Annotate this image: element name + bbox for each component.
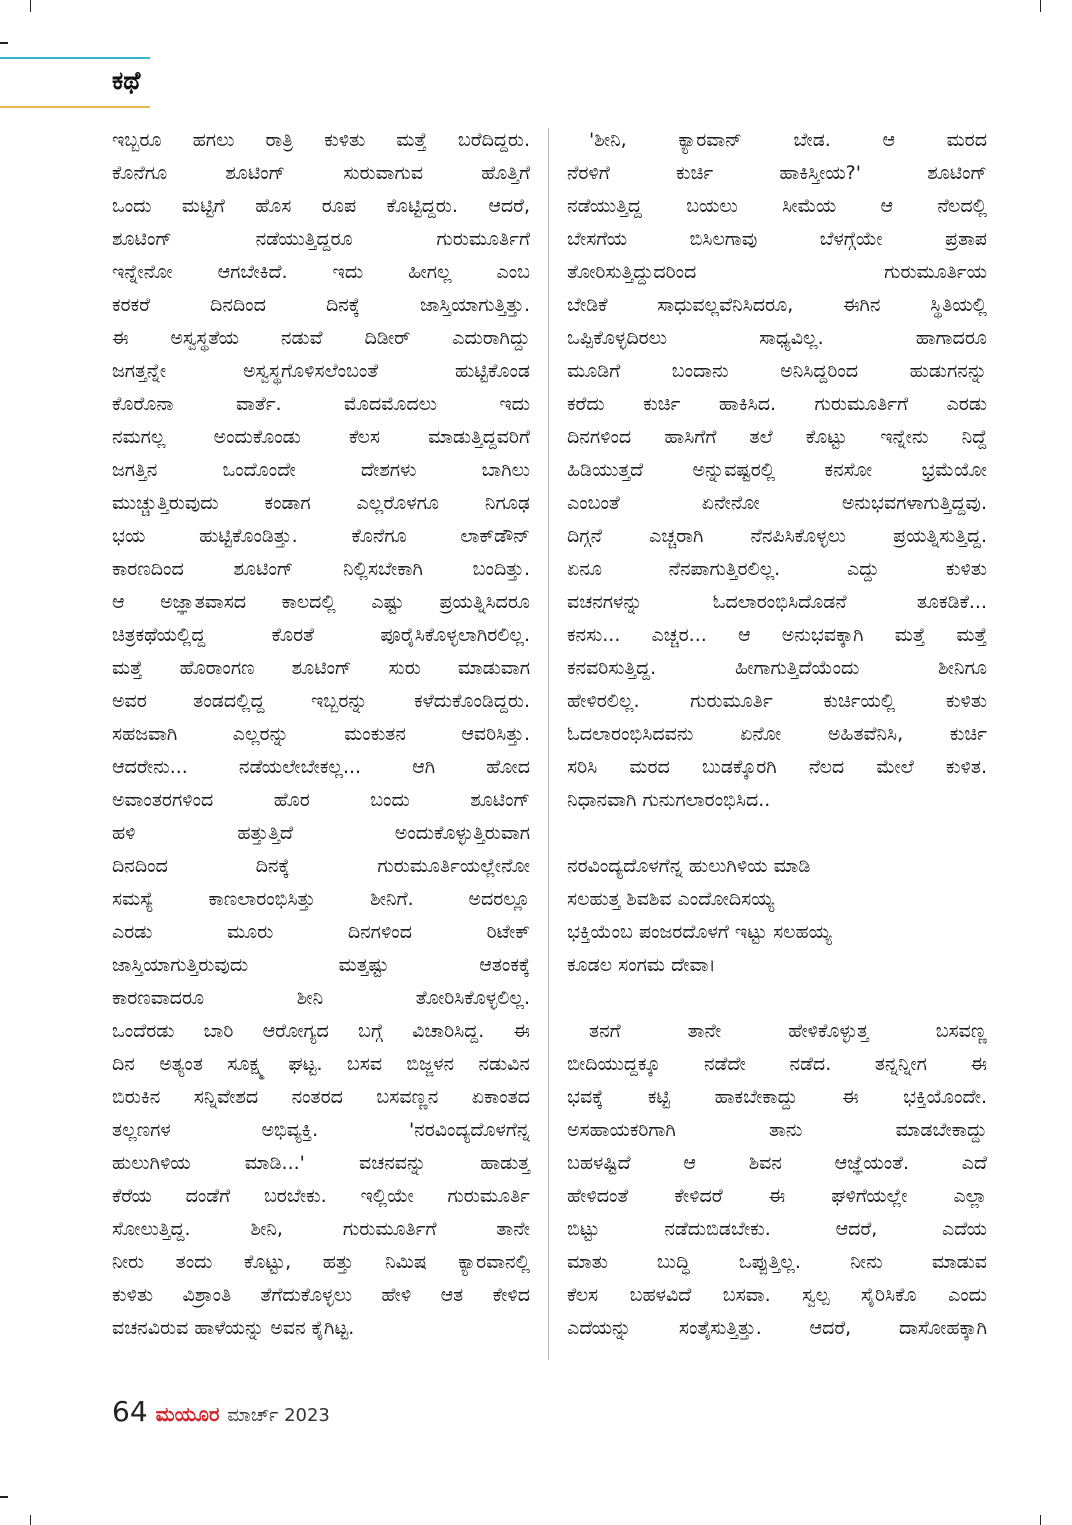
text-line: ಓದಲಾರಂಭಿಸಿದವನು ಏನೋ ಅಹಿತವೆನಿಸಿ, ಕುರ್ಚಿ: [567, 723, 987, 745]
text-line: ನಡೆಯುತ್ತಿದ್ದ ಬಯಲು ಸೀಮೆಯ ಆ ನೆಲದಲ್ಲಿ: [567, 195, 987, 217]
text-line: ಬೀದಿಯುದ್ದಕ್ಕೂ ನಡೆದೇ ನಡೆದ. ತನ್ನನ್ನೀಗ ಈ: [567, 1053, 987, 1075]
text-line: ಬಿಟ್ಟು ನಡೆದುಬಿಡಬೇಕು. ಆದರೆ, ಎದೆಯ: [567, 1218, 987, 1240]
text-line: ಬೇಡಿಕೆ ಸಾಧುವಲ್ಲವೆನಿಸಿದರೂ, ಈಗಿನ ಸ್ಥಿತಿಯಲ್ಲಿ: [567, 294, 987, 316]
crop-mark-bottom-left: [30, 1515, 31, 1525]
text-line: ಸರಿಸಿ ಮರದ ಬುಡಕ್ಕೊರಗಿ ನೆಲದ ಮೇಲೆ ಕುಳಿತ.: [567, 756, 987, 778]
paragraph-gap: [567, 817, 987, 850]
vachana-poem: [567, 850, 987, 982]
text-line: ಬಹಳಷ್ಟಿದೆ ಆ ಶಿವನ ಆಜ್ಞೆಯಂತೆ. ಎದೆ: [567, 1152, 987, 1174]
text-line: ಹೇಳಿದಂತೆ ಕೇಳಿದರೆ ಈ ಘಳಿಗೆಯಲ್ಲೇ ಎಲ್ಲಾ: [567, 1185, 987, 1207]
text-line: ಇಬ್ಬರೂ ಹಗಲು ರಾತ್ರಿ ಕುಳಿತು ಮತ್ತೆ ಬರೆದಿದ್ದರು.: [112, 129, 530, 151]
crop-mark-top-right: [1040, 0, 1041, 12]
crop-mark-left-lower: [0, 1496, 8, 1498]
text-line: ಈ ಅಸ್ವಸ್ಥತೆಯ ನಡುವೆ ದಿಡೀರ್ ಎದುರಾಗಿದ್ದು: [112, 327, 530, 349]
text-line: ಆದರೇನು... ನಡೆಯಲೇಬೇಕಲ್ಲ... ಆಗಿ ಹೋದ: [112, 756, 530, 778]
text-line: ನಮಗಲ್ಲ ಅಂದುಕೊಂಡು ಕೆಲಸ ಮಾಡುತ್ತಿದ್ದವರಿಗೆ: [112, 426, 530, 448]
text-line: ಕನವರಿಸುತ್ತಿದ್ದ. ಹೀಗಾಗುತ್ತಿದೆಯೆಂದು ಶೀನಿಗೂ: [567, 657, 987, 679]
column-divider: [548, 128, 549, 1360]
text-line: ತಲ್ಲಣಗಳ ಅಭಿವ್ಯಕ್ತಿ. 'ನರವಿಂದ್ಯದೊಳಗೆನ್ನ: [112, 1119, 530, 1141]
text-line: ಮಾತು ಬುದ್ಧಿ ಒಪ್ಪುತ್ತಿಲ್ಲ. ನೀನು ಮಾಡುವ: [567, 1251, 987, 1273]
text-line: ಒಂದೆರಡು ಬಾರಿ ಆರೋಗ್ಯದ ಬಗ್ಗೆ ವಿಚಾರಿಸಿದ್ದ. ಈ: [112, 1020, 530, 1042]
text-line: ಹಿಡಿಯುತ್ತದೆ ಅನ್ನುವಷ್ಟರಲ್ಲಿ ಕನಸೋ ಭ್ರಮೆಯೋ: [567, 459, 987, 481]
text-line: ವಚನಗಳನ್ನು ಓದಲಾರಂಭಿಸಿದೊಡನೆ ತೂಕಡಿಕೆ...: [567, 591, 987, 613]
magazine-name: ಮಯೂರ: [155, 1402, 220, 1426]
text-line: ಜಗತ್ತನ್ನೇ ಅಸ್ವಸ್ಥಗೊಳಿಸಲೆಂಬಂತೆ ಹುಟ್ಟಿಕೊಂಡ: [112, 360, 530, 382]
text-line: ಹುಲುಗಿಳಿಯ ಮಾಡಿ...' ವಚನವನ್ನು ಹಾಡುತ್ತ: [112, 1152, 530, 1174]
text-line: 'ಶೀನಿ, ಕ್ಯಾರವಾನ್ ಬೇಡ. ಆ ಮರದ: [589, 129, 987, 151]
text-line: ಕಾರಣದಿಂದ ಶೂಟಿಂಗ್ ನಿಲ್ಲಿಸಬೇಕಾಗಿ ಬಂದಿತ್ತು.: [112, 558, 530, 580]
text-line: ಸಹಜವಾಗಿ ಎಲ್ಲರನ್ನು ಮಂಕುತನ ಆವರಿಸಿತ್ತು.: [112, 723, 530, 745]
article-column-left: [112, 124, 530, 1345]
text-line: ಕನಸು... ಎಚ್ಚರ... ಆ ಅನುಭವಕ್ಕಾಗಿ ಮತ್ತೆ ಮತ್ತೆ: [567, 624, 987, 646]
crop-mark-bottom-right: [1040, 1515, 1041, 1525]
text-line: ವಚನವಿರುವ ಹಾಳೆಯನ್ನು ಅವನ ಕೈಗಿಟ್ಟ.: [112, 1317, 355, 1339]
text-line: ಕೆಲಸ ಬಹಳವಿದೆ ಬಸವಾ. ಸ್ವಲ್ಪ ಸೈರಿಸಿಕೊ ಎಂದು: [567, 1284, 987, 1306]
text-line: ದಿನದಿಂದ ದಿನಕ್ಕೆ ಗುರುಮೂರ್ತಿಯಲ್ಲೇನೋ: [112, 855, 530, 877]
text-line: ಜಗತ್ತಿನ ಒಂದೊಂದೇ ದೇಶಗಳು ಬಾಗಿಲು: [112, 459, 530, 481]
crop-mark-left-upper: [0, 42, 8, 44]
text-line: ಸೋಲುತ್ತಿದ್ದ. ಶೀನಿ, ಗುರುಮೂರ್ತಿಗೆ ತಾನೇ: [112, 1218, 530, 1240]
text-line: ದಿನ ಅತ್ಯಂತ ಸೂಕ್ಷ್ಮ ಘಟ್ಟ. ಬಸವ ಬಿಜ್ಜಳನ ನಡುವಿನ: [112, 1053, 530, 1075]
crop-mark-top-left: [30, 0, 31, 12]
text-line: ಭಯ ಹುಟ್ಟಿಕೊಂಡಿತ್ತು. ಕೊನೆಗೂ ಲಾಕ್‌ಡೌನ್: [112, 525, 530, 547]
article-column-right: [567, 124, 987, 1345]
text-line: ಒಂದು ಮಟ್ಟಿಗೆ ಹೊಸ ರೂಪ ಕೊಟ್ಟಿದ್ದರು. ಆದರೆ,: [112, 195, 530, 217]
text-line: ನಿಧಾನವಾಗಿ ಗುನುಗಲಾರಂಭಿಸಿದ..: [567, 789, 771, 811]
poem-line: ನರವಿಂದ್ಯದೊಳಗೆನ್ನ ಹುಲುಗಿಳಿಯ ಮಾಡಿ: [567, 855, 811, 877]
poem-line: ಸಲಹುತ್ತ ಶಿವಶಿವ ಎಂದೋದಿಸಯ್ಯ: [567, 888, 775, 910]
section-rule-top: [0, 57, 150, 59]
paragraph-gap: [567, 982, 987, 1015]
text-line: ಕುಳಿತು ವಿಶ್ರಾಂತಿ ತೆಗೆದುಕೊಳ್ಳಲು ಹೇಳಿ ಆತ ಕೇಳಿದ: [112, 1284, 530, 1306]
text-line: ನೆರಳಿಗೆ ಕುರ್ಚಿ ಹಾಕಿಸ್ತೀಯ?' ಶೂಟಿಂಗ್: [567, 162, 987, 184]
page-number: 64: [112, 1395, 148, 1428]
text-line: ಎಂಬಂತೆ ಏನೇನೋ ಅನುಭವಗಳಾಗುತ್ತಿದ್ದವು.: [567, 492, 987, 514]
section-label: ಕಥೆ: [112, 66, 141, 95]
text-line: ಎದೆಯನ್ನು ಸಂತೈಸುತ್ತಿತ್ತು. ಆದರೆ, ದಾಸೋಹಕ್ಕಾಗಿ: [567, 1317, 987, 1339]
text-line: ಕೊನೆಗೂ ಶೂಟಿಂಗ್ ಸುರುವಾಗುವ ಹೊತ್ತಿಗೆ: [112, 162, 530, 184]
text-line: ಬೇಸಗೆಯ ಬಿಸಿಲಗಾವು ಬೆಳಗ್ಗೆಯೇ ಪ್ರತಾಪ: [567, 228, 987, 250]
text-line: ತೋರಿಸುತ್ತಿದ್ದುದರಿಂದ ಗುರುಮೂರ್ತಿಯ: [567, 261, 987, 283]
paragraph-1: [567, 124, 987, 817]
poem-line: ಭಕ್ತಿಯೆಂಬ ಪಂಜರದೊಳಗೆ ಇಟ್ಟು ಸಲಹಯ್ಯ: [567, 921, 832, 943]
text-line: ಆ ಅಜ್ಞಾತವಾಸದ ಕಾಲದಲ್ಲಿ ಎಷ್ಟು ಪ್ರಯತ್ನಿಸಿದರೂ: [112, 591, 530, 613]
text-line: ಭವಕ್ಕೆ ಕಟ್ಟಿ ಹಾಕಬೇಕಾದ್ದು ಈ ಭಕ್ತಿಯೊಂದೇ.: [567, 1086, 987, 1108]
text-line: ಮತ್ತೆ ಹೊರಾಂಗಣ ಶೂಟಿಂಗ್ ಸುರು ಮಾಡುವಾಗ: [112, 657, 530, 679]
text-line: ಎರಡು ಮೂರು ದಿನಗಳಿಂದ ರಿಟೇಕ್: [112, 921, 530, 943]
text-line: ಹೇಳಿರಲಿಲ್ಲ. ಗುರುಮೂರ್ತಿ ಕುರ್ಚಿಯಲ್ಲಿ ಕುಳಿತು: [567, 690, 987, 712]
text-line: ಚಿತ್ರಕಥೆಯಲ್ಲಿದ್ದ ಕೊರತೆ ಪೂರೈಸಿಕೊಳ್ಳಲಾಗಿರಲಿಲ್ಲ.: [112, 624, 530, 646]
text-line: ಮೂಡಿಗೆ ಬಂದಾನು ಅನಿಸಿದ್ದರಿಂದ ಹುಡುಗನನ್ನು: [567, 360, 987, 382]
text-line: ಮುಚ್ಚುತ್ತಿರುವುದು ಕಂಡಾಗ ಎಲ್ಲರೊಳಗೂ ನಿಗೂಢ: [112, 492, 530, 514]
page-footer: [112, 1395, 330, 1428]
text-line: ಕೆರೆಯ ದಂಡೆಗೆ ಬರಬೇಕು. ಇಲ್ಲಿಯೇ ಗುರುಮೂರ್ತಿ: [112, 1185, 530, 1207]
text-line: ಏನೂ ನೆನಪಾಗುತ್ತಿರಲಿಲ್ಲ. ಎದ್ದು ಕುಳಿತು: [567, 558, 987, 580]
text-line: ಹಳಿ ಹತ್ತುತ್ತಿದೆ ಅಂದುಕೊಳ್ಳುತ್ತಿರುವಾಗ: [112, 822, 530, 844]
text-line: ಶೂಟಿಂಗ್ ನಡೆಯುತ್ತಿದ್ದರೂ ಗುರುಮೂರ್ತಿಗೆ: [112, 228, 530, 250]
poem-line: ಕೂಡಲ ಸಂಗಮ ದೇವಾ।: [567, 954, 716, 976]
text-line: ಅಸಹಾಯಕರಿಗಾಗಿ ತಾನು ಮಾಡಬೇಕಾದ್ದು: [567, 1119, 987, 1141]
text-line: ಅವಾಂತರಗಳಿಂದ ಹೊರ ಬಂದು ಶೂಟಿಂಗ್: [112, 789, 530, 811]
text-line: ನೀರು ತಂದು ಕೊಟ್ಟು, ಹತ್ತು ನಿಮಿಷ ಕ್ಯಾರವಾನಲ್ಲಿ: [112, 1251, 530, 1273]
text-line: ಒಪ್ಪಿಕೊಳ್ಳದಿರಲು ಸಾಧ್ಯವಿಲ್ಲ. ಹಾಗಾದರೂ: [567, 327, 987, 349]
text-line: ದಿನಗಳಿಂದ ಹಾಸಿಗೆಗೆ ತಲೆ ಕೊಟ್ಟು ಇನ್ನೇನು ನಿದ್ದೆ: [567, 426, 987, 448]
text-line: ಬಿರುಕಿನ ಸನ್ನಿವೇಶದ ನಂತರದ ಬಸವಣ್ಣನ ಏಕಾಂತದ: [112, 1086, 530, 1108]
text-line: ಕರೆದು ಕುರ್ಚಿ ಹಾಕಿಸಿದ. ಗುರುಮೂರ್ತಿಗೆ ಎರಡು: [567, 393, 987, 415]
paragraph-2: [567, 1015, 987, 1345]
text-line: ಸಮಸ್ಯೆ ಕಾಣಲಾರಂಭಿಸಿತ್ತು ಶೀನಿಗೆ. ಅದರಲ್ಲೂ: [112, 888, 530, 910]
text-line: ಅವರ ತಂಡದಲ್ಲಿದ್ದ ಇಬ್ಬರನ್ನು ಕಳೆದುಕೊಂಡಿದ್ದರು.: [112, 690, 530, 712]
text-line: ಕಾರಣವಾದರೂ ಶೀನಿ ತೋರಿಸಿಕೊಳ್ಳಲಿಲ್ಲ.: [112, 987, 530, 1009]
text-line: ಕರಕರೆ ದಿನದಿಂದ ದಿನಕ್ಕೆ ಜಾಸ್ತಿಯಾಗುತ್ತಿತ್ತು.: [112, 294, 530, 316]
text-line: ಜಾಸ್ತಿಯಾಗುತ್ತಿರುವುದು ಮತ್ತಷ್ಟು ಆತಂಕಕ್ಕೆ: [112, 954, 530, 976]
text-line: ಕೊರೊನಾ ವಾರ್ತೆ. ಮೊದಮೊದಲು ಇದು: [112, 393, 530, 415]
text-line: ಇನ್ನೇನೋ ಆಗಬೇಕಿದೆ. ಇದು ಹೀಗಲ್ಲ ಎಂಬ: [112, 261, 530, 283]
text-line: ದಿಗ್ಗನೆ ಎಚ್ಚರಾಗಿ ನೆನಪಿಸಿಕೊಳ್ಳಲು ಪ್ರಯತ್ನಿಸುತ್ತಿದ್ದ.: [567, 525, 987, 547]
text-line: ತನಗೆ ತಾನೇ ಹೇಳಿಕೊಳ್ಳುತ್ತ ಬಸವಣ್ಣ: [589, 1020, 987, 1042]
section-rule-bottom: [0, 106, 150, 108]
issue-date: ಮಾರ್ಚ್ 2023: [227, 1405, 330, 1426]
